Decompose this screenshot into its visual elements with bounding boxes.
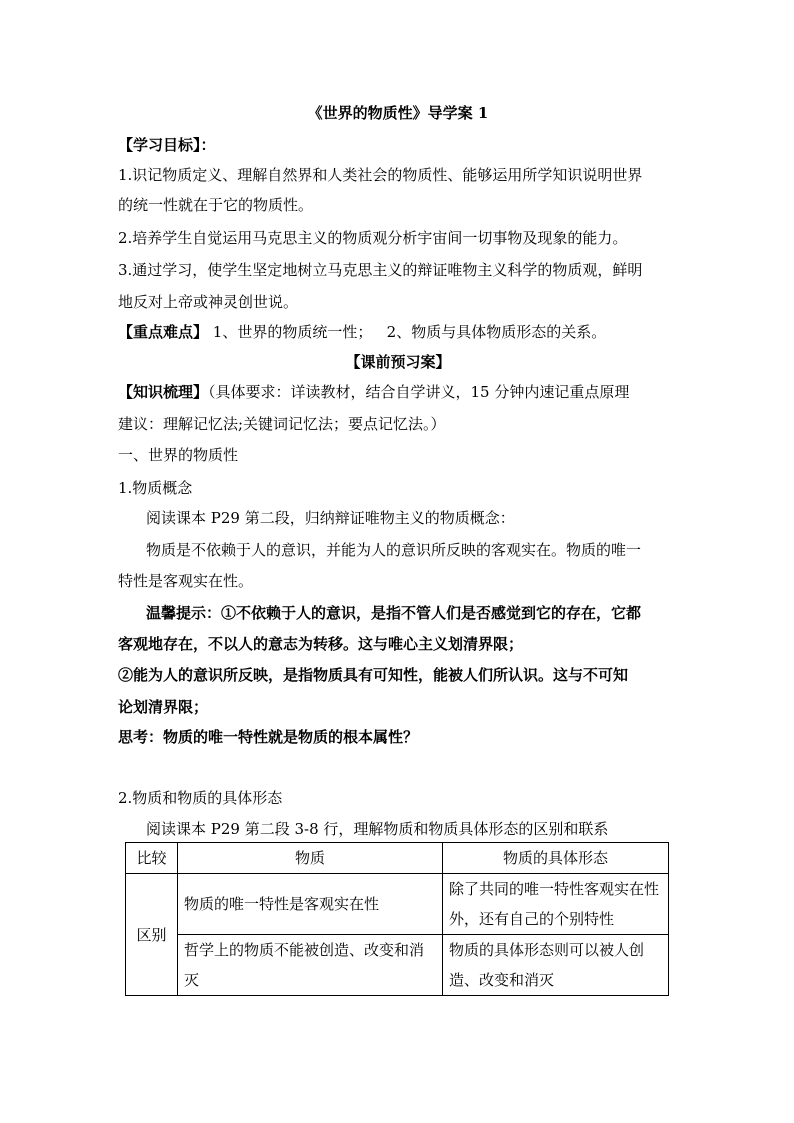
tip-line: 客观地存在，不以人的意志为转移。这与唯心主义划清界限；: [118, 635, 524, 653]
definition-line: 特性是客观实在性。: [118, 572, 254, 590]
table-cell: 物质的唯一特性是客观实在性: [178, 874, 443, 935]
section-title: 【课前预习案】: [345, 353, 451, 371]
tip-line: ②能为人的意识所反映，是指物质具有可知性，能被人们所认识。这与不可知: [118, 666, 629, 684]
table-header-cell: 物质: [178, 843, 443, 874]
part2-subtitle: 2.物质和物质的具体形态: [118, 789, 283, 807]
table-cell: 除了共同的唯一特性客观实在性外，还有自己的个别特性: [443, 874, 669, 935]
objective-line: 的统一性就在于它的物质性。: [118, 196, 314, 214]
objective-line: 地反对上帝或神灵创世说。: [118, 293, 299, 311]
objective-line: 1.识记物质定义、理解自然界和人类社会的物质性、能够运用所学知识说明世界: [118, 166, 643, 184]
key-points-text: 1、世界的物质统一性； 2、物质与具体物质形态的关系。: [212, 323, 607, 341]
document-title: 《世界的物质性》导学案 1: [307, 104, 489, 122]
objective-line: 2.培养学生自觉运用马克思主义的物质观分析宇宙间一切事物及现象的能力。: [118, 229, 628, 247]
knowledge-suggestion: 建议：理解记忆法;关键词记忆法；要点记忆法。）: [118, 415, 446, 433]
row-label: 区别: [126, 874, 178, 996]
table-header-cell: 比较: [126, 843, 178, 874]
comparison-table: [125, 842, 669, 996]
key-points-heading: 【重点难点】: [118, 323, 209, 341]
part1-subtitle: 1.物质概念: [118, 479, 193, 497]
objectives-heading: 【学习目标】：: [118, 136, 216, 154]
knowledge-heading: 【知识梳理】: [118, 383, 209, 401]
key-points: [118, 322, 678, 342]
table-row: [126, 874, 669, 935]
part1-title: 一、世界的物质性: [118, 446, 239, 464]
reading-instruction: 阅读课本 P29 第二段，归纳辩证唯物主义的物质概念：: [146, 509, 515, 527]
table-header-row: [126, 843, 669, 874]
tip-line: 论划清界限；: [118, 698, 209, 716]
definition-line: 物质是不依赖于人的意识，并能为人的意识所反映的客观实在。物质的唯一: [146, 541, 642, 559]
tip-line: 温馨提示：①不依赖于人的意识，是指不管人们是否感觉到它的存在，它都: [146, 604, 642, 622]
knowledge-line: [118, 382, 678, 402]
table-cell: 物质的具体形态则可以被人创造、改变和消灭: [443, 935, 669, 996]
table-row: [126, 935, 669, 996]
objective-line: 3.通过学习，使学生坚定地树立马克思主义的辩证唯物主义科学的物质观，鲜明: [118, 261, 643, 279]
knowledge-requirement: （具体要求：详读教材，结合自学讲义，15 分钟内速记重点原理: [208, 383, 630, 401]
table-cell: 哲学上的物质不能被创造、改变和消灭: [178, 935, 443, 996]
table-header-cell: 物质的具体形态: [443, 843, 669, 874]
reading-instruction: 阅读课本 P29 第二段 3-8 行，理解物质和物质具体形态的区别和联系: [146, 820, 609, 838]
think-question: 思考：物质的唯一特性就是物质的根本属性？: [118, 728, 419, 746]
